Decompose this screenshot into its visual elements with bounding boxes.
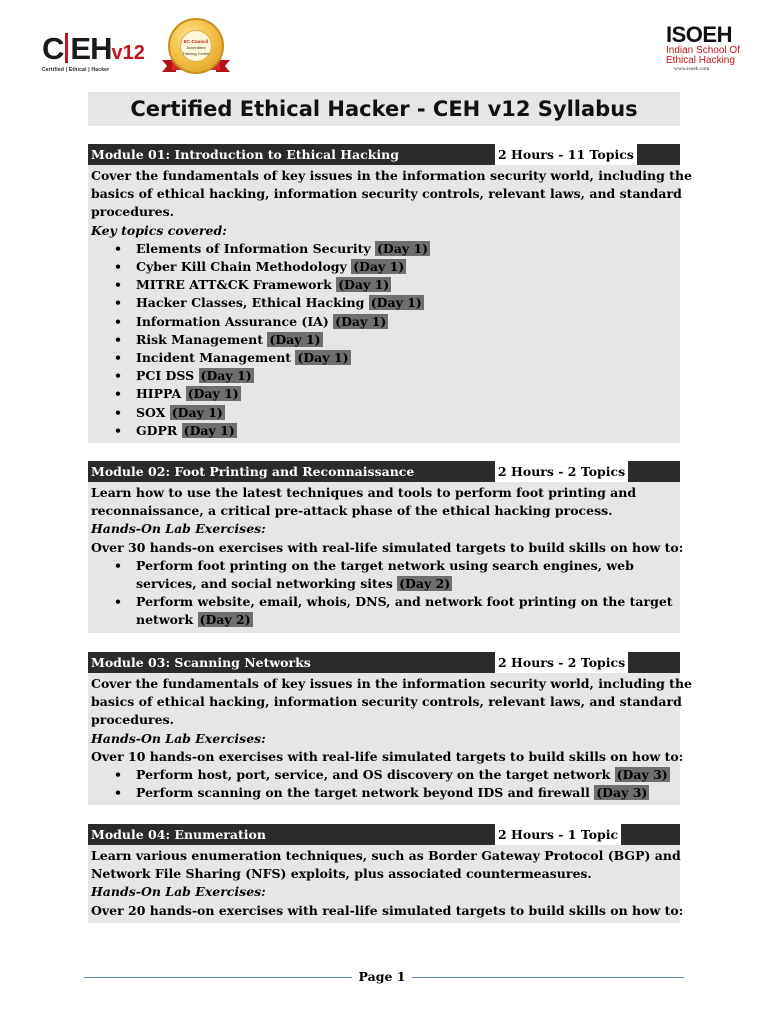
module-header (88, 144, 680, 165)
isoeh-logo (666, 24, 742, 72)
ceh-logo-subtitle: Certified | Ethical | Hacker (42, 67, 110, 73)
day-badge: (Day 3) (616, 767, 668, 783)
module-body (88, 845, 684, 923)
list-item (91, 276, 677, 294)
day-badge: (Day 2) (399, 576, 451, 592)
topic-list (91, 766, 677, 802)
page-number: Page 1 (358, 969, 406, 984)
module-04 (88, 824, 684, 923)
isoeh-name: ISOEH (666, 22, 732, 47)
module-description-line: basics of ethical hacking, information security controls, relevant laws, and standard (91, 694, 682, 710)
list-item (91, 258, 677, 276)
module-title: Module 03: Scanning Networks (91, 655, 311, 670)
module-hours: 2 Hours - 11 Topics (495, 144, 637, 165)
isoeh-url: www.isoeh.com (674, 66, 710, 72)
day-badge: (Day 1) (171, 404, 223, 420)
module-body (88, 165, 693, 443)
footer-divider-right (412, 977, 684, 978)
module-hours: 2 Hours - 2 Topics (495, 461, 628, 482)
module-description-line: Cover the fundamentals of key issues in the information security world, including the (91, 168, 693, 183)
module-section-label: Hands-On Lab Exercises: (91, 730, 266, 746)
day-badge: (Day 1) (377, 240, 429, 256)
module-body (88, 482, 684, 633)
seal-inner (180, 30, 212, 62)
module-body (88, 673, 693, 805)
day-badge: (Day 1) (338, 277, 390, 293)
ceh-logo-version: v12 (111, 42, 145, 64)
module-section-label: Key topics covered: (91, 222, 227, 238)
module-intro: Over 10 hands-on exercises with real-life simulated targets to build skills on how to: (91, 748, 684, 764)
ceh-logo-divider (65, 33, 68, 63)
topic-list (91, 557, 677, 630)
isoeh-line1: Indian School Of (666, 45, 740, 56)
day-badge: (Day 2) (199, 612, 251, 628)
seal-text-ec-council: EC-Council (183, 39, 209, 44)
module-description-line: procedures. (91, 204, 174, 220)
ceh-v12-logo (42, 31, 145, 76)
topic-text: GDPR (136, 422, 178, 438)
day-badge: (Day 1) (353, 259, 405, 275)
module-header (88, 652, 680, 673)
day-badge: (Day 1) (269, 331, 321, 347)
module-section-label: Hands-On Lab Exercises: (91, 884, 266, 900)
module-intro: Over 30 hands-on exercises with real-life simulated targets to build skills on how to: (91, 539, 684, 555)
topic-text: Perform host, port, service, and OS discovery on the target network (136, 767, 611, 783)
ceh-logo-c: C (42, 31, 64, 66)
module-header (88, 824, 680, 845)
list-item (91, 784, 677, 802)
topic-text-cont: network (136, 612, 194, 628)
topic-text: Incident Management (136, 350, 292, 366)
list-item (91, 313, 677, 331)
topic-text: Cyber Kill Chain Methodology (136, 259, 347, 275)
seal-text-accredited: Accredited (186, 45, 206, 50)
day-badge: (Day 3) (596, 785, 648, 801)
module-title: Module 02: Foot Printing and Reconnaissance (91, 464, 415, 479)
day-badge: (Day 1) (183, 422, 235, 438)
day-badge: (Day 1) (297, 350, 349, 366)
topic-text: Perform scanning on the target network beyond IDS and firewall (136, 785, 590, 801)
topic-text: PCI DSS (136, 368, 195, 384)
day-badge: (Day 1) (200, 368, 252, 384)
list-item (91, 349, 677, 367)
module-hours: 2 Hours - 2 Topics (495, 652, 628, 673)
module-intro: Over 20 hands-on exercises with real-life simulated targets to build skills on how to: (91, 902, 684, 918)
list-item (91, 404, 677, 422)
topic-text: Elements of Information Security (136, 240, 371, 256)
day-badge: (Day 1) (335, 313, 387, 329)
page-title-box (88, 92, 680, 126)
list-item (91, 331, 677, 349)
list-item (91, 240, 677, 258)
topic-text: Hacker Classes, Ethical Hacking (136, 295, 365, 311)
module-section-label: Hands-On Lab Exercises: (91, 521, 266, 537)
topic-continuation (136, 611, 677, 629)
footer-divider-left (84, 977, 352, 978)
topic-text: SOX (136, 404, 166, 420)
topic-text: Information Assurance (IA) (136, 313, 329, 329)
module-hours: 2 Hours - 1 Topic (495, 824, 621, 845)
module-description-line: basics of ethical hacking, information security controls, relevant laws, and standard (91, 186, 682, 202)
module-header (88, 461, 680, 482)
module-description-line: Cover the fundamentals of key issues in the information security world, including the (91, 676, 693, 691)
topic-text-cont: services, and social networking sites (136, 576, 393, 592)
seal-text-training-center: Training Center (182, 51, 210, 56)
topic-text: HIPPA (136, 386, 182, 402)
module-02 (88, 461, 684, 633)
day-badge: (Day 1) (187, 386, 239, 402)
day-badge: (Day 1) (370, 295, 422, 311)
module-title: Module 04: Enumeration (91, 827, 266, 842)
module-description-line: reconnaissance, a critical pre-attack phase of the ethical hacking process. (91, 503, 613, 519)
topic-continuation (136, 575, 677, 593)
ceh-logo-eh: EH (70, 31, 112, 66)
topic-text: Risk Management (136, 331, 264, 347)
seal-medal (168, 18, 224, 74)
isoeh-line2: Ethical Hacking (666, 55, 735, 66)
module-01 (88, 144, 693, 443)
module-03 (88, 652, 693, 805)
topic-text: Perform foot printing on the target network using search engines, web (136, 557, 634, 573)
list-item (91, 294, 677, 312)
page-title: Certified Ethical Hacker - CEH v12 Syllabus (130, 97, 638, 121)
module-description-line: Learn various enumeration techniques, such as Border Gateway Protocol (BGP) and (91, 848, 681, 863)
list-item (91, 557, 677, 593)
ec-council-accredited-seal (162, 18, 230, 80)
ceh-logo-wordmark (42, 32, 145, 70)
module-title: Module 01: Introduction to Ethical Hacking (91, 147, 399, 162)
module-description-line: Network File Sharing (NFS) exploits, plus associated countermeasures. (91, 866, 592, 882)
module-description-line: procedures. (91, 712, 174, 728)
topic-text: MITRE ATT&CK Framework (136, 277, 332, 293)
list-item (91, 385, 677, 403)
list-item (91, 422, 677, 440)
module-description-line: Learn how to use the latest techniques and tools to perform foot printing and (91, 485, 637, 500)
topic-text: Perform website, email, whois, DNS, and network foot printing on the target (136, 594, 673, 610)
list-item (91, 766, 677, 784)
list-item (91, 367, 677, 385)
list-item (91, 593, 677, 629)
topic-list (91, 240, 677, 440)
